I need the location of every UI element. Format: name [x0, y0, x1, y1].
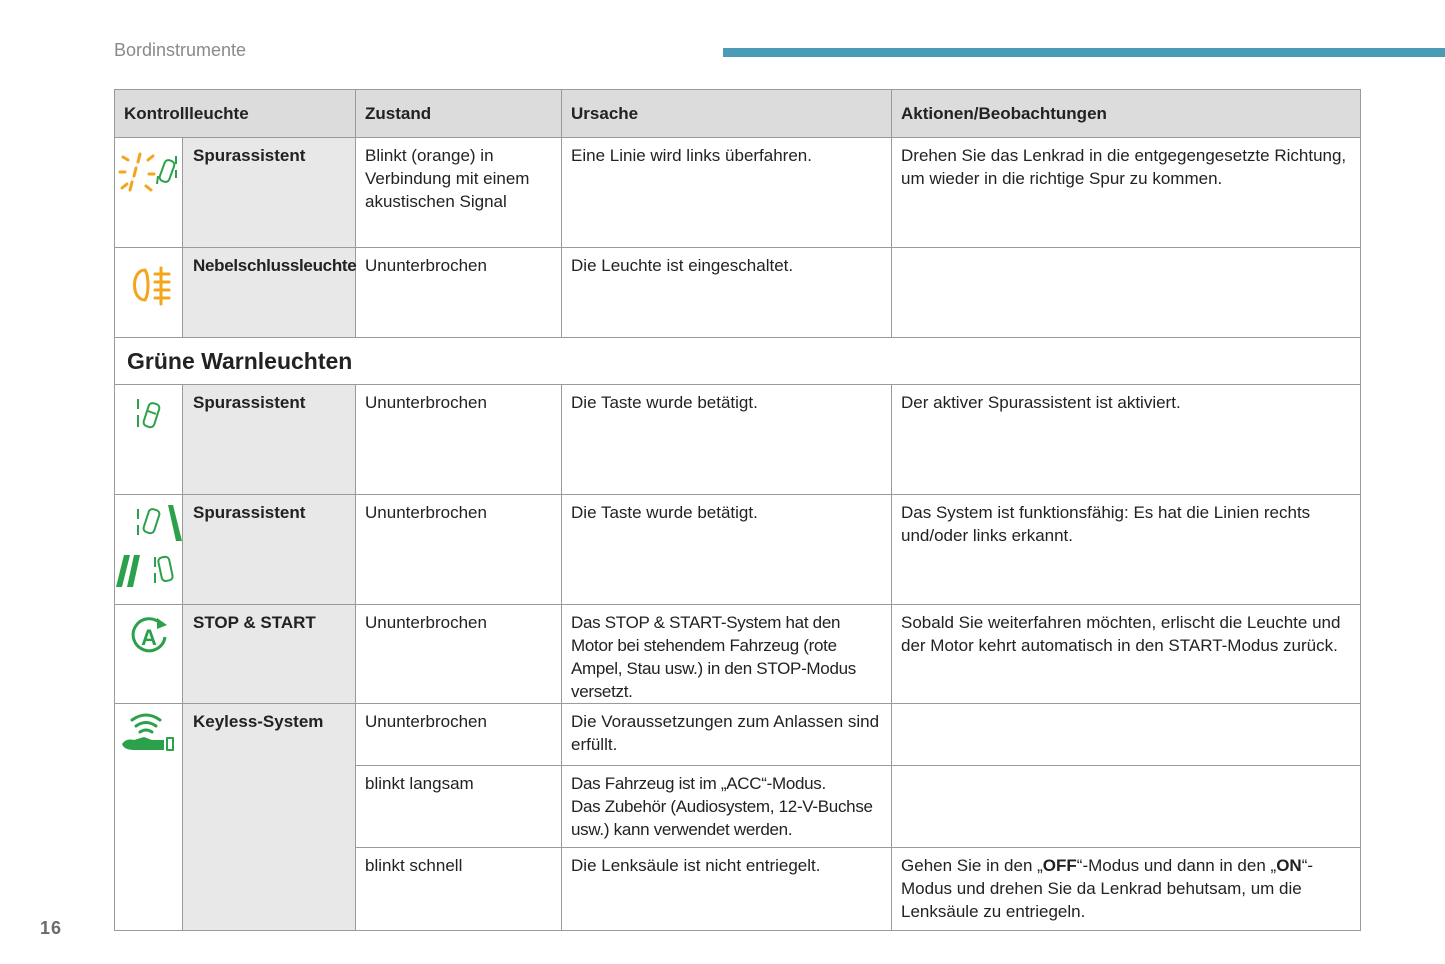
- table-row: [115, 704, 1361, 766]
- lamp-name: Spurassistent: [183, 495, 356, 605]
- on-mode-label: ON: [1276, 856, 1302, 875]
- lamp-cause: Die Lenksäule ist nicht entriegelt.: [562, 848, 892, 931]
- stop-start-icon: [127, 615, 171, 659]
- page-number: 16: [40, 918, 63, 938]
- lamp-state: Blinkt (orange) in Verbindung mit einem akustischen Signal: [356, 138, 562, 248]
- lamp-state: Ununterbrochen: [356, 385, 562, 495]
- lamp-action: Der aktiver Spurassistent ist aktiviert.: [892, 385, 1361, 495]
- running-header: Bordinstrumente: [114, 40, 247, 60]
- lamp-state: Ununterbrochen: [356, 495, 562, 605]
- lamp-cause: Die Taste wurde betätigt.: [562, 495, 892, 605]
- lamp-action: Das System ist funktionsfähig: Es hat die Linien rechts und/oder links erkannt.: [892, 495, 1361, 605]
- header-accent-bar: [723, 48, 1445, 57]
- column-header-cause: Ursache: [562, 90, 892, 138]
- lamp-cause: Die Leuchte ist eingeschaltet.: [562, 248, 892, 338]
- lane-assist-lines-detected-icon: [116, 501, 182, 591]
- table-row: [115, 138, 1361, 248]
- lamp-cause: Eine Linie wird links überfahren.: [562, 138, 892, 248]
- table-header-row: [115, 90, 1361, 138]
- column-header-action: Aktionen/Beobachtungen: [892, 90, 1361, 138]
- lamp-action: Drehen Sie das Lenkrad in die entgegengesetzte Richtung, um wieder in die richtige Spur zu kommen.: [892, 138, 1361, 248]
- svg-text:A: A: [140, 625, 157, 650]
- icon-cell: [115, 704, 183, 931]
- column-header-state: Zustand: [356, 90, 562, 138]
- section-row: [115, 338, 1361, 385]
- rear-fog-light-icon: [125, 264, 173, 306]
- column-header-lamp: Kontrollleuchte: [115, 90, 356, 138]
- lamp-cause-line: Das Zubehör (Audiosystem, 12-V-Buchse usw.) kann verwendet werden.: [571, 797, 873, 839]
- lamp-name: Spurassistent: [183, 385, 356, 495]
- lamp-action: [892, 848, 1361, 931]
- lamp-name: Nebelschlussleuchte: [183, 248, 356, 338]
- lamp-cause-line: Das Fahrzeug ist im „ACC“-Modus.: [571, 774, 826, 793]
- lamp-cause: [562, 766, 892, 848]
- icon-cell: [115, 138, 183, 248]
- lamp-state: Ununterbrochen: [356, 248, 562, 338]
- lamp-state: Ununterbrochen: [356, 605, 562, 704]
- lamp-name: Keyless-System: [183, 704, 356, 931]
- lane-assist-active-icon: [134, 397, 164, 433]
- table-row: [115, 385, 1361, 495]
- icon-cell: [115, 385, 183, 495]
- icon-cell: [115, 605, 183, 704]
- action-text: “-Modus und dann in den „: [1076, 856, 1277, 875]
- icon-cell: [115, 495, 183, 605]
- lane-departure-warning-orange-icon: [118, 146, 180, 206]
- lamp-cause: Die Voraussetzungen zum Anlassen sind erfüllt.: [562, 704, 892, 766]
- lamp-action: [892, 248, 1361, 338]
- action-text: Gehen Sie in den „: [901, 856, 1043, 875]
- icon-cell: [115, 248, 183, 338]
- lamp-name: STOP & START: [183, 605, 356, 704]
- lamp-name: Spurassistent: [183, 138, 356, 248]
- lamp-action: Sobald Sie weiterfahren möchten, erlischt die Leuchte und der Motor kehrt automatisch in den START-Modus zurück.: [892, 605, 1361, 704]
- lamp-state: blinkt schnell: [356, 848, 562, 931]
- table-row: [115, 605, 1361, 704]
- action-text: “-Modus und drehen Sie da Lenkrad behutsam, um die Lenksäule zu entriegeln.: [901, 856, 1314, 921]
- lamp-cause: Das STOP & START-System hat den Motor bei stehendem Fahrzeug (rote Ampel, Stau usw.) in den STOP-Modus versetzt.: [562, 605, 892, 704]
- table-row: [115, 248, 1361, 338]
- warning-lamps-table: [114, 89, 1361, 931]
- lamp-action: [892, 766, 1361, 848]
- lamp-action: [892, 704, 1361, 766]
- lamp-state: blinkt langsam: [356, 766, 562, 848]
- table-row: [115, 495, 1361, 605]
- lamp-cause: Die Taste wurde betätigt.: [562, 385, 892, 495]
- section-title: Grüne Warnleuchten: [115, 338, 1361, 385]
- keyless-system-icon: [120, 710, 178, 752]
- lamp-state: Ununterbrochen: [356, 704, 562, 766]
- off-mode-label: OFF: [1042, 856, 1077, 875]
